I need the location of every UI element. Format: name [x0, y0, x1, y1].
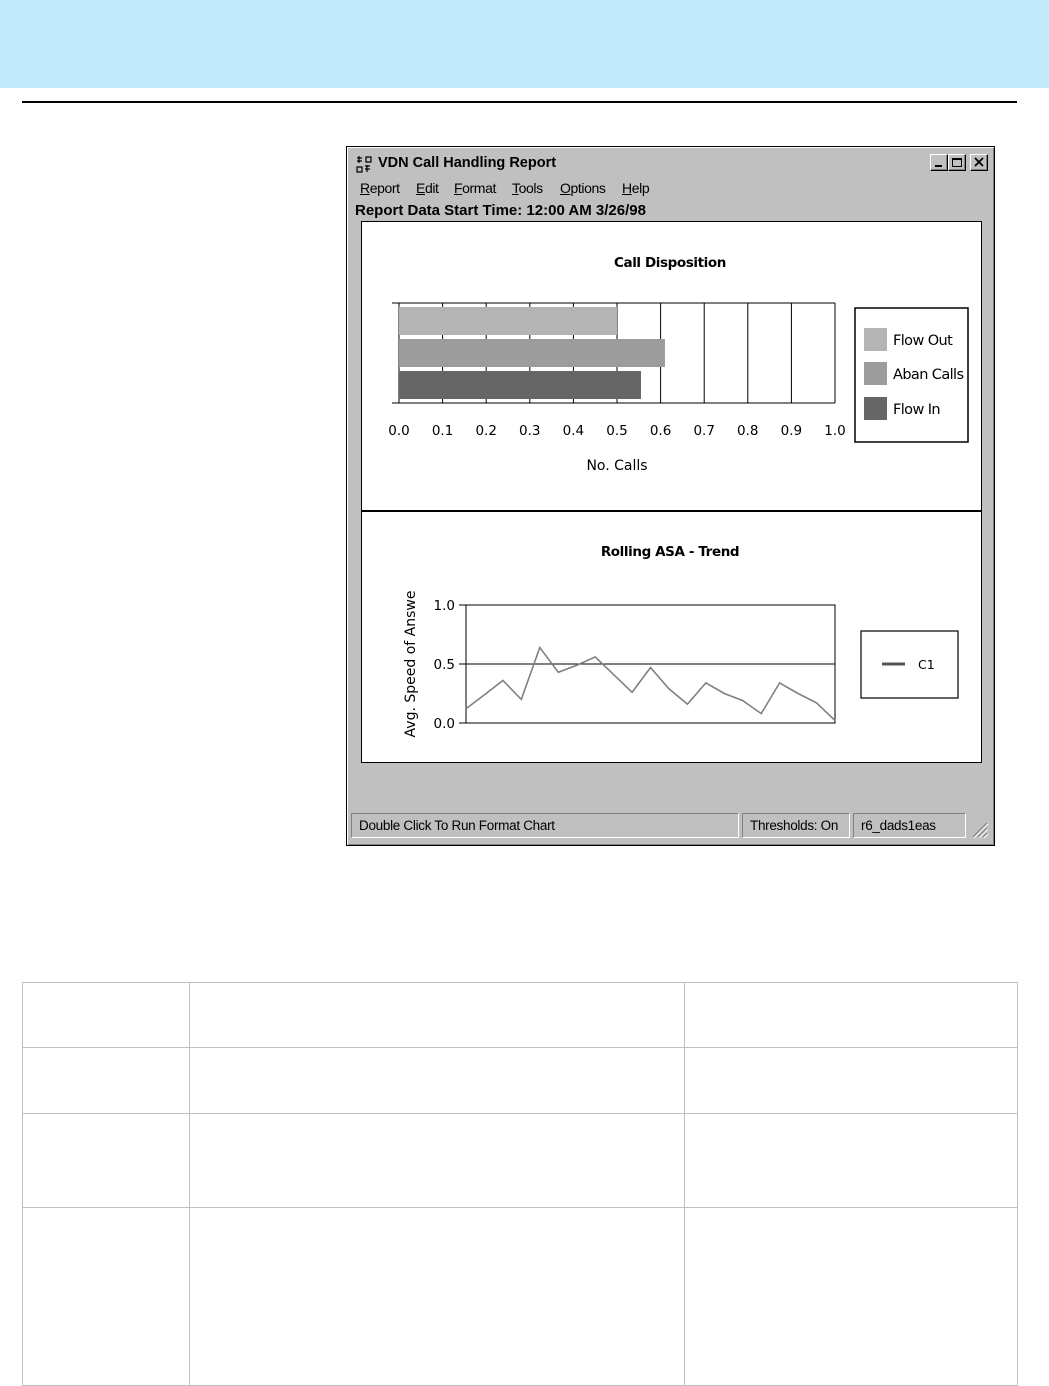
chart1-bar [399, 339, 665, 367]
chart2-series-line [466, 648, 835, 721]
chart1-tick-label: 0.1 [431, 423, 454, 439]
chart2-title: Rolling ASA - Trend [600, 544, 740, 560]
chart1-legend-label: Flow Out [893, 333, 953, 349]
table-cell [685, 1208, 1018, 1386]
table-cell [190, 1048, 685, 1114]
title-bar[interactable] [350, 150, 991, 176]
doc-table [22, 982, 1018, 1386]
menu-format[interactable]: Format [454, 180, 496, 196]
chart2-tick-label: 0.5 [433, 657, 455, 673]
chart1-tick-label: 0.2 [475, 423, 497, 439]
chart-area[interactable] [361, 221, 982, 763]
report-app-icon [355, 155, 373, 173]
table-cell [190, 983, 685, 1048]
window-title: VDN Call Handling Report [378, 155, 557, 171]
report-start-time: Report Data Start Time: 12:00 AM 3/26/98 [355, 202, 646, 219]
menu-tools[interactable]: Tools [512, 180, 543, 196]
chart1-tick-label: 0.7 [693, 423, 715, 439]
close-icon [971, 155, 987, 170]
table-cell [23, 1048, 190, 1114]
chart1-tick-label: 0.6 [649, 423, 672, 439]
chart2-legend-label: C1 [918, 657, 935, 672]
chart1-xlabel: No. Calls [586, 458, 648, 474]
chart2-ylabel: Avg. Speed of Answe [403, 590, 419, 738]
minimize-icon [931, 155, 947, 170]
maximize-icon [949, 155, 965, 170]
chart2-legend [861, 631, 958, 698]
table-cell [685, 1114, 1018, 1208]
chart1-title: Call Disposition [613, 255, 727, 271]
chart1-tick-label: 0.5 [606, 423, 628, 439]
chart1-bar [399, 307, 617, 335]
menu-options[interactable]: Options [560, 180, 606, 196]
table-cell [23, 983, 190, 1048]
table-row [23, 1114, 1018, 1208]
table-cell [685, 1048, 1018, 1114]
close-button[interactable] [970, 154, 988, 171]
table-cell [190, 1208, 685, 1386]
chart1-legend-label: Flow In [893, 402, 940, 418]
chart2-tick-label: 0.0 [433, 716, 455, 732]
chart1-tick-label: 0.0 [388, 423, 410, 439]
status-server: r6_dads1eas [853, 813, 966, 838]
chart1-tick-label: 0.8 [737, 423, 759, 439]
chart1-tick-label: 1.0 [824, 423, 846, 439]
chart1-legend-swatch [864, 328, 887, 351]
table-row [23, 1208, 1018, 1386]
charts-canvas[interactable] [362, 222, 981, 762]
chart1-tick-label: 0.4 [562, 423, 585, 439]
menu-report[interactable]: Report [360, 180, 400, 196]
table-cell [23, 1114, 190, 1208]
table-row [23, 1048, 1018, 1114]
chart1-bar [399, 371, 641, 399]
table-cell [685, 983, 1018, 1048]
resize-grip-icon[interactable] [969, 819, 989, 839]
status-message: Double Click To Run Format Chart [351, 813, 739, 838]
menu-bar [350, 177, 991, 199]
chart1-legend-swatch [864, 397, 887, 420]
maximize-button[interactable] [948, 154, 966, 171]
status-thresholds: Thresholds: On [742, 813, 850, 838]
chart1-tick-label: 0.3 [519, 423, 541, 439]
chart2-tick-label: 1.0 [433, 598, 455, 614]
chart1-legend-swatch [864, 362, 887, 385]
page-header-rule [22, 101, 1017, 103]
minimize-button[interactable] [930, 154, 948, 171]
chart1-legend-label: Aban Calls [893, 367, 964, 383]
menu-edit[interactable]: Edit [416, 180, 439, 196]
table-row [23, 983, 1018, 1048]
page-header-band [0, 0, 1049, 88]
chart1-tick-label: 0.9 [780, 423, 803, 439]
table-cell [23, 1208, 190, 1386]
table-cell [190, 1114, 685, 1208]
menu-help[interactable]: Help [622, 180, 650, 196]
report-window [346, 146, 995, 846]
